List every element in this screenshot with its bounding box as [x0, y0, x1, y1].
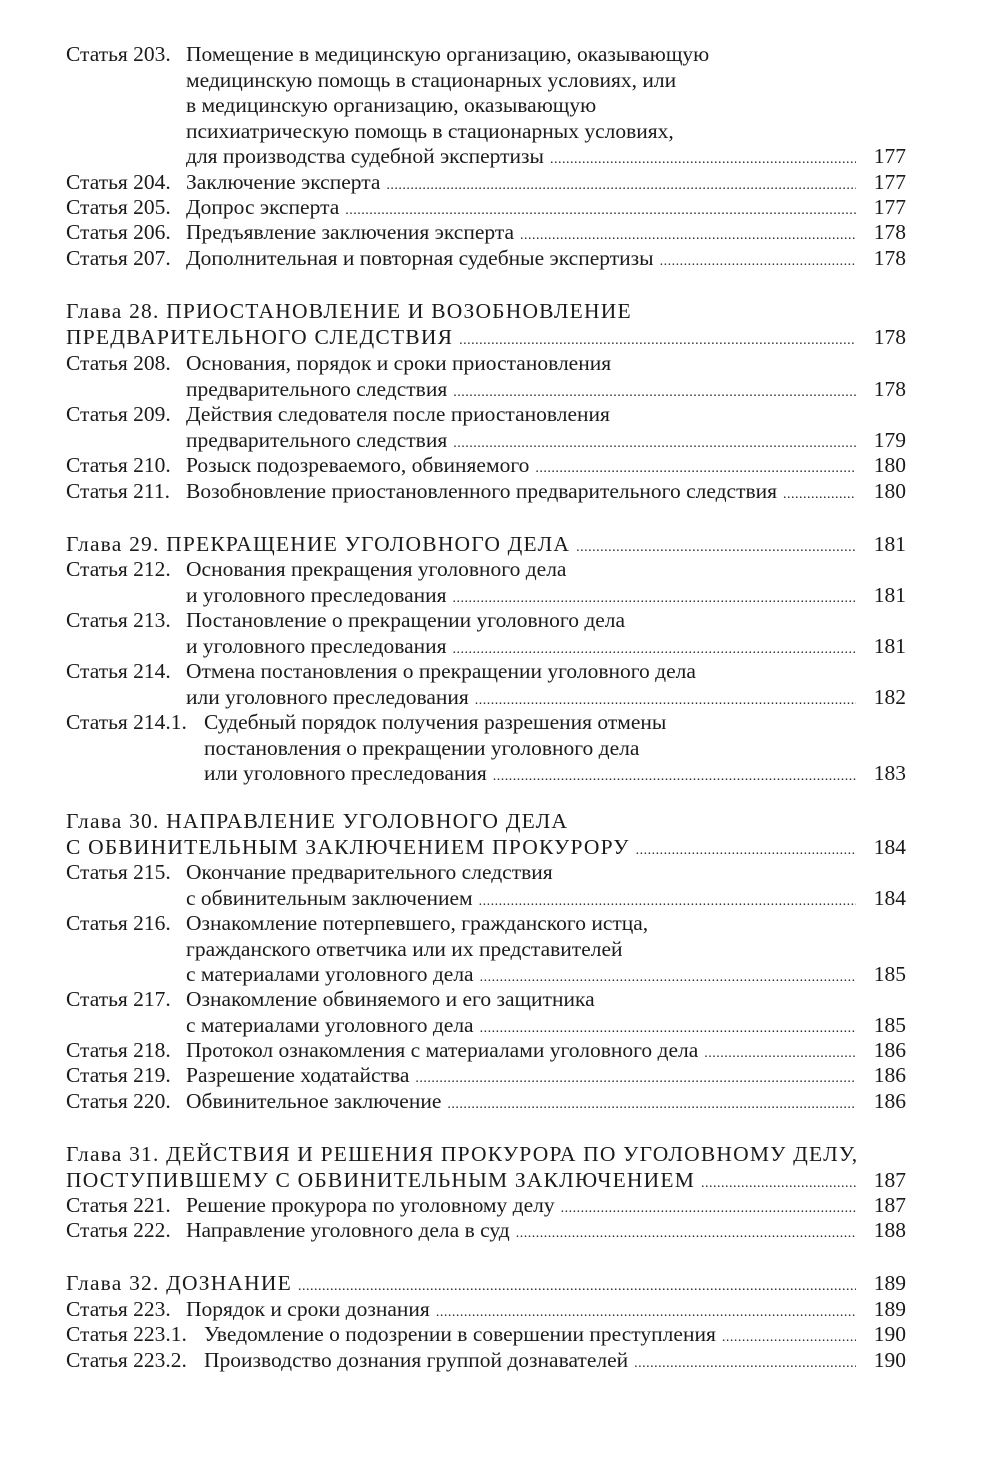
dot-leader — [493, 761, 856, 790]
toc-article-entry — [66, 659, 906, 710]
article-title: Обвинительное заключение — [186, 1089, 442, 1113]
toc-line — [66, 736, 906, 762]
toc-line — [66, 220, 906, 246]
article-number: Статья 208. — [66, 351, 171, 375]
article-number: Статья 220. — [66, 1089, 171, 1113]
page-number: 180 — [873, 479, 906, 503]
chapter-title: С ОБВИНИТЕЛЬНЫМ ЗАКЛЮЧЕНИЕМ ПРОКУРОРУ — [66, 834, 630, 859]
toc-article-entry — [66, 351, 906, 402]
page-number: 177 — [873, 170, 906, 194]
dot-leader — [475, 685, 856, 714]
article-title: Возобновление приостановленного предварительного следствия — [186, 479, 778, 503]
toc-line — [66, 962, 906, 988]
page-number: 186 — [873, 1038, 906, 1062]
chapter-number: Глава 31. — [66, 1142, 167, 1166]
toc-article-entry — [66, 1322, 906, 1348]
toc-article-entry — [66, 170, 906, 196]
article-title: для производства судебной экспертизы — [186, 144, 544, 168]
toc-line — [66, 299, 906, 325]
toc-line — [66, 608, 906, 634]
dot-leader — [516, 1218, 856, 1247]
article-number: Статья 215. — [66, 860, 171, 884]
article-title: и уголовного преследования — [186, 633, 447, 658]
article-title: или уголовного преследования — [186, 684, 469, 709]
article-title: Протокол ознакомления с материалами уголовного дела — [186, 1038, 699, 1062]
article-number: Статья 211. — [66, 479, 170, 503]
article-number: Статья 218. — [66, 1038, 171, 1062]
toc-line — [66, 532, 906, 558]
dot-leader — [459, 325, 856, 354]
toc-line — [66, 1297, 906, 1323]
article-title: с обвинительным заключением — [186, 885, 473, 910]
dot-leader — [453, 428, 856, 457]
toc-line — [66, 583, 906, 609]
toc-chapter-entry — [66, 299, 906, 350]
dot-leader — [298, 1271, 856, 1300]
toc-line — [66, 685, 906, 711]
dot-leader — [453, 377, 856, 406]
dot-leader — [415, 1063, 856, 1092]
dot-leader — [783, 479, 856, 508]
article-title: Окончание предварительного следствия — [186, 860, 553, 884]
dot-leader — [447, 1089, 856, 1118]
toc-line — [66, 835, 906, 861]
article-title: Основания прекращения уголовного дела — [186, 557, 567, 581]
article-title: психиатрическую помощь в стационарных условиях, — [186, 118, 674, 143]
toc-article-entry — [66, 479, 906, 505]
toc-line — [66, 351, 906, 377]
article-number: Статья 214. — [66, 659, 171, 683]
toc-line — [66, 93, 906, 119]
toc-article-entry — [66, 1297, 906, 1323]
dot-leader — [480, 1013, 856, 1042]
article-title: Заключение эксперта — [186, 170, 381, 194]
article-title: Основания, порядок и сроки приостановления — [186, 351, 612, 375]
article-number: Статья 217. — [66, 987, 171, 1011]
toc-article-entry — [66, 1348, 906, 1374]
toc-chapter-entry — [66, 1142, 906, 1193]
toc-article-entry — [66, 42, 906, 170]
article-title: и уголовного преследования — [186, 582, 447, 607]
article-number: Статья 212. — [66, 557, 171, 581]
toc-article-entry — [66, 246, 906, 272]
page-number: 185 — [873, 962, 906, 986]
toc-line — [66, 761, 906, 787]
chapter-title: ДОЗНАНИЕ — [166, 1271, 292, 1295]
article-number: Статья 221. — [66, 1193, 171, 1217]
toc-line — [66, 68, 906, 94]
article-title: Предъявление заключения эксперта — [186, 220, 515, 244]
article-number: Статья 210. — [66, 453, 171, 477]
chapter-title: ПРЕДВАРИТЕЛЬНОГО СЛЕДСТВИЯ — [66, 324, 454, 349]
page-number: 183 — [873, 761, 906, 785]
toc-line — [66, 246, 906, 272]
article-title: Допрос эксперта — [186, 195, 340, 219]
toc-article-entry — [66, 1089, 906, 1115]
toc-line — [66, 634, 906, 660]
article-title: в медицинскую организацию, оказывающую — [186, 93, 597, 117]
article-number: Статья 216. — [66, 911, 171, 935]
toc-line — [66, 144, 906, 170]
article-title: предварительного следствия — [186, 376, 448, 401]
dot-leader — [701, 1168, 856, 1197]
toc-article-entry — [66, 710, 906, 787]
page-number: 178 — [873, 324, 906, 349]
dot-leader — [520, 220, 856, 249]
article-title: Порядок и сроки дознания — [186, 1297, 430, 1321]
chapter-number: Глава 32. — [66, 1271, 167, 1295]
page-number: 186 — [873, 1089, 906, 1113]
chapter-title: ПРИОСТАНОВЛЕНИЕ И ВОЗОБНОВЛЕНИЕ — [166, 299, 632, 323]
dot-leader — [636, 835, 856, 864]
toc-article-entry — [66, 402, 906, 453]
toc-article-entry — [66, 1193, 906, 1219]
dot-leader — [479, 886, 856, 915]
toc-line — [66, 1038, 906, 1064]
toc-article-entry — [66, 1038, 906, 1064]
page-number: 181 — [873, 532, 906, 556]
article-number: Статья 223.1. — [66, 1322, 187, 1346]
toc-line — [66, 325, 906, 351]
toc-line — [66, 377, 906, 403]
toc-line — [66, 987, 906, 1013]
article-title: Решение прокурора по уголовному делу — [186, 1193, 555, 1217]
toc-article-entry — [66, 1063, 906, 1089]
article-title: Уведомление о подозрении в совершении преступления — [204, 1322, 716, 1346]
article-title: Направление уголовного дела в суд — [186, 1218, 510, 1242]
toc-line — [66, 860, 906, 886]
dot-leader — [660, 246, 856, 275]
toc-line — [66, 1348, 906, 1374]
page-number: 185 — [873, 1012, 906, 1037]
toc-line — [66, 119, 906, 145]
toc-article-entry — [66, 1218, 906, 1244]
toc-line — [66, 195, 906, 221]
article-title: Производство дознания группой дознавателей — [204, 1348, 629, 1372]
article-number: Статья 213. — [66, 608, 171, 632]
article-title: Отмена постановления о прекращении уголовного дела — [186, 659, 696, 683]
toc-line — [66, 1063, 906, 1089]
article-number: Статья 206. — [66, 220, 171, 244]
article-title: медицинскую помощь в стационарных условиях, или — [186, 67, 677, 92]
chapter-title: ДЕЙСТВИЯ И РЕШЕНИЯ ПРОКУРОРА ПО УГОЛОВНОМУ ДЕЛУ, — [166, 1142, 859, 1166]
article-title: постановления о прекращении уголовного дела — [204, 735, 640, 760]
page-number: 187 — [873, 1193, 906, 1217]
page-number: 189 — [873, 1297, 906, 1321]
page-number: 177 — [873, 144, 906, 168]
page-number: 184 — [873, 885, 906, 910]
toc-article-entry — [66, 195, 906, 221]
page-number: 179 — [873, 427, 906, 452]
article-title: Ознакомление обвиняемого и его защитника — [186, 987, 595, 1011]
toc-article-entry — [66, 987, 906, 1038]
dot-leader — [550, 144, 856, 173]
article-title: или уголовного преследования — [204, 761, 487, 785]
page-number: 186 — [873, 1063, 906, 1087]
article-number: Статья 223.2. — [66, 1348, 187, 1372]
toc-chapter-entry — [66, 1271, 906, 1297]
article-number: Статья 222. — [66, 1218, 171, 1242]
toc-line — [66, 911, 906, 937]
toc-line — [66, 453, 906, 479]
article-number: Статья 214.1. — [66, 710, 187, 734]
article-title: предварительного следствия — [186, 427, 448, 452]
toc-article-entry — [66, 220, 906, 246]
toc-line — [66, 557, 906, 583]
article-title: Судебный порядок получения разрешения отмены — [204, 710, 667, 734]
page-number: 177 — [873, 195, 906, 219]
chapter-number: Глава 30. — [66, 809, 167, 833]
dot-leader — [634, 1348, 856, 1377]
chapter-title: НАПРАВЛЕНИЕ УГОЛОВНОГО ДЕЛА — [166, 809, 569, 833]
article-title: Дополнительная и повторная судебные экспертизы — [186, 246, 654, 270]
chapter-title: ПРЕКРАЩЕНИЕ УГОЛОВНОГО ДЕЛА — [166, 532, 571, 556]
article-title: Разрешение ходатайства — [186, 1063, 410, 1087]
article-title: с материалами уголовного дела — [186, 962, 474, 986]
page-number: 182 — [873, 684, 906, 709]
dot-leader — [453, 583, 856, 612]
toc-line — [66, 428, 906, 454]
toc-line — [66, 42, 906, 68]
article-number: Статья 204. — [66, 170, 171, 194]
page-number: 187 — [873, 1167, 906, 1192]
page-number: 181 — [873, 633, 906, 658]
toc-line — [66, 402, 906, 428]
toc-line — [66, 1218, 906, 1244]
article-number: Статья 219. — [66, 1063, 171, 1087]
toc-line — [66, 937, 906, 963]
toc-line — [66, 1013, 906, 1039]
page-number: 178 — [873, 376, 906, 401]
toc-article-entry — [66, 608, 906, 659]
toc-line — [66, 809, 906, 835]
page-number: 188 — [873, 1218, 906, 1242]
dot-leader — [722, 1322, 856, 1351]
toc-line — [66, 479, 906, 505]
page-number: 184 — [873, 834, 906, 859]
toc-line — [66, 1168, 906, 1194]
page-number: 190 — [873, 1348, 906, 1372]
toc-chapter-entry — [66, 532, 906, 558]
article-title: Действия следователя после приостановления — [186, 402, 610, 426]
page-number: 190 — [873, 1322, 906, 1346]
toc-article-entry — [66, 860, 906, 911]
toc-line — [66, 1089, 906, 1115]
article-title: Помещение в медицинскую организацию, оказывающую — [186, 42, 710, 66]
article-title: гражданского ответчика или их представителей — [186, 936, 623, 961]
article-number: Статья 207. — [66, 246, 171, 270]
dot-leader — [535, 453, 856, 482]
chapter-title: ПОСТУПИВШЕМУ С ОБВИНИТЕЛЬНЫМ ЗАКЛЮЧЕНИЕМ — [66, 1167, 696, 1192]
page-number: 178 — [873, 220, 906, 244]
toc-line — [66, 710, 906, 736]
article-number: Статья 209. — [66, 402, 171, 426]
toc-line — [66, 1142, 906, 1168]
page-number: 180 — [873, 453, 906, 477]
toc-line — [66, 659, 906, 685]
toc-article-entry — [66, 453, 906, 479]
toc-article-entry — [66, 911, 906, 988]
article-title: Розыск подозреваемого, обвиняемого — [186, 453, 530, 477]
page-number: 178 — [873, 246, 906, 270]
toc-line — [66, 1193, 906, 1219]
toc-line — [66, 170, 906, 196]
toc-article-entry — [66, 557, 906, 608]
page-number: 181 — [873, 582, 906, 607]
toc-line — [66, 1271, 906, 1297]
article-title: с материалами уголовного дела — [186, 1012, 474, 1037]
dot-leader — [453, 634, 856, 663]
toc-chapter-entry — [66, 809, 906, 860]
article-number: Статья 205. — [66, 195, 171, 219]
toc-line — [66, 1322, 906, 1348]
article-title: Постановление о прекращении уголовного дела — [186, 608, 626, 632]
chapter-number: Глава 28. — [66, 299, 167, 323]
article-title: Ознакомление потерпевшего, гражданского истца, — [186, 911, 649, 935]
chapter-number: Глава 29. — [66, 532, 167, 556]
article-number: Статья 223. — [66, 1297, 171, 1321]
toc-line — [66, 886, 906, 912]
article-number: Статья 203. — [66, 42, 171, 66]
page-number: 189 — [873, 1271, 906, 1295]
